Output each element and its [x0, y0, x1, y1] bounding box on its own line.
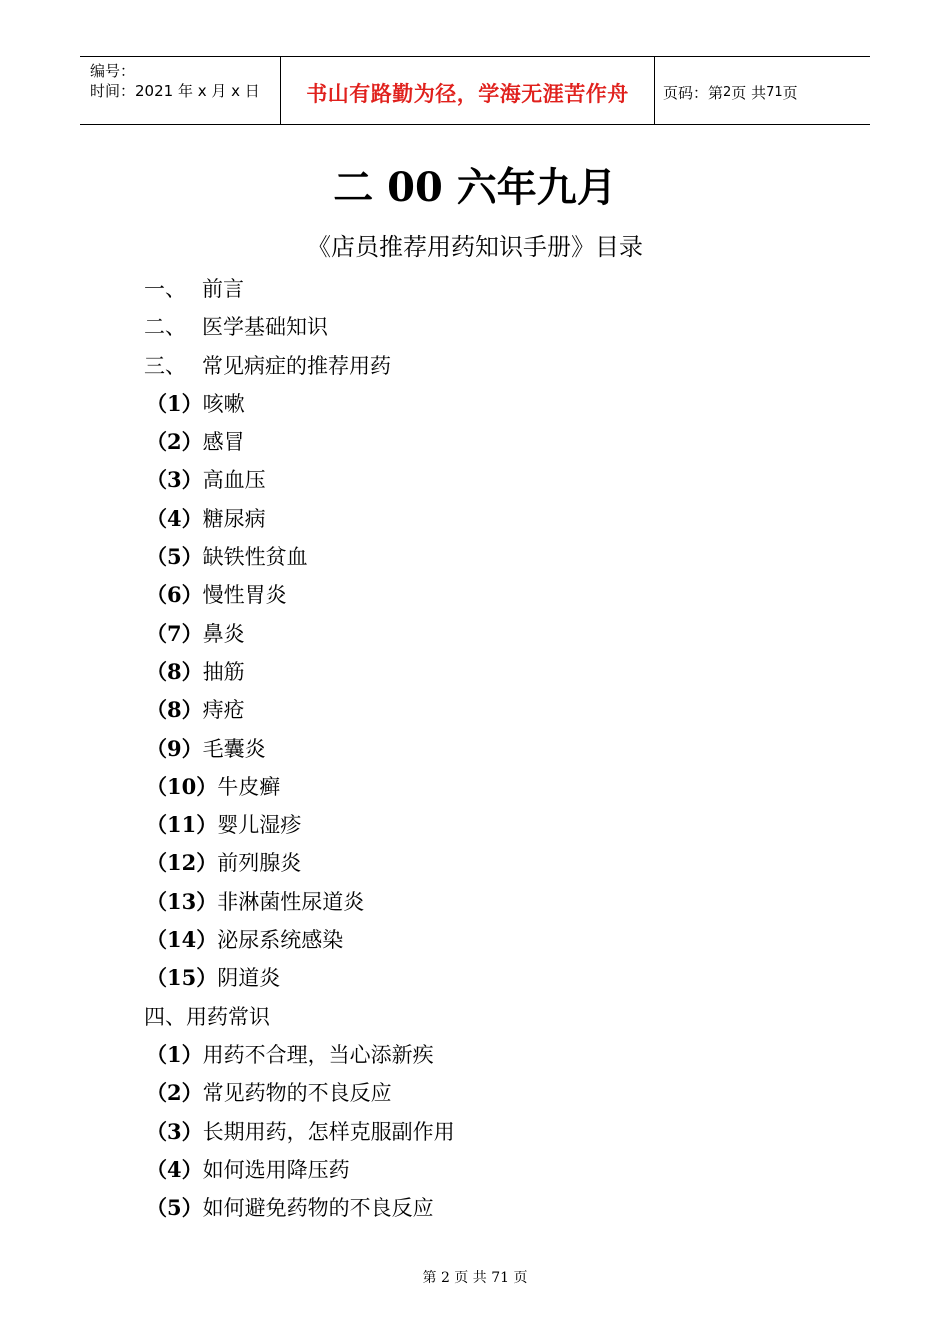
toc-subitem-3-16: [146, 959, 455, 997]
table-of-contents: [144, 270, 455, 1227]
toc-item-number: （9）: [146, 735, 203, 761]
toc-item-number: （8）: [146, 658, 203, 684]
toc-item-text: 婴儿湿疹: [217, 813, 302, 838]
toc-subitem-3-6: [146, 576, 455, 614]
page-footer: 第 2 页 共 71 页: [422, 1270, 528, 1286]
page-label-prefix: 页码：第: [663, 84, 724, 102]
page-label-suffix: 页: [782, 84, 798, 102]
toc-item-text: 如何选用降压药: [202, 1157, 350, 1182]
toc-subitem-3-4: [146, 500, 455, 538]
toc-item-number: （5）: [146, 544, 203, 570]
toc-item-text: 泌尿系统感染: [217, 928, 344, 953]
toc-subitem-3-8: [146, 653, 455, 691]
toc-item-text: 长期用药，怎样克服副作用: [202, 1119, 455, 1144]
toc-item-number: 二、: [144, 315, 186, 340]
toc-item-number: （3）: [146, 467, 203, 493]
toc-item-number: （15）: [146, 965, 218, 991]
header-motto: 书山有路勤为径，学海无涯苦作舟: [281, 57, 655, 124]
toc-item-text: 用药不合理，当心添新疾: [202, 1042, 434, 1067]
toc-item-text: 前列腺炎: [217, 851, 302, 876]
header-page-info: [655, 57, 870, 124]
toc-subitem-3-11: [146, 768, 455, 806]
page-total: 71: [766, 85, 783, 100]
toc-item-number: （1）: [146, 1041, 203, 1067]
toc-item-number: （4）: [146, 505, 203, 531]
toc-subitem-4-4: [146, 1151, 455, 1189]
toc-subitem-4-2: [146, 1074, 455, 1112]
toc-item-text: 毛囊炎: [202, 736, 266, 761]
toc-item-number: （2）: [146, 1080, 203, 1106]
toc-item-number: （13）: [146, 888, 218, 914]
toc-item-text: 如何避免药物的不良反应: [202, 1196, 434, 1221]
toc-item-text: 缺铁性贫血: [202, 545, 308, 570]
toc-section-2: [144, 308, 455, 346]
toc-subitem-3-13: [146, 844, 455, 882]
toc-item-number: （6）: [146, 582, 203, 608]
toc-subitem-3-14: [146, 883, 455, 921]
toc-item-number: （11）: [146, 812, 218, 838]
toc-item-text: 阴道炎: [217, 966, 281, 991]
toc-section-1: [144, 270, 455, 308]
toc-item-number: （8）: [146, 697, 203, 723]
toc-subitem-4-3: [146, 1113, 455, 1151]
toc-item-number: （5）: [146, 1195, 203, 1221]
toc-item-text: 牛皮癣: [217, 774, 281, 799]
toc-item-text: 高血压: [202, 468, 266, 493]
toc-item-text: 糖尿病: [202, 506, 266, 531]
toc-item-number: （12）: [146, 850, 218, 876]
toc-item-number: （10）: [146, 773, 218, 799]
toc-item-number: 三、: [144, 353, 186, 378]
toc-item-number: （7）: [146, 620, 203, 646]
toc-item-number: 一、: [144, 277, 186, 301]
toc-subitem-3-7: [146, 615, 455, 653]
toc-subitem-4-1: [146, 1036, 455, 1074]
toc-item-text: 前言: [202, 277, 244, 301]
toc-section-4: 四、用药常识: [144, 1004, 270, 1029]
toc-item-text: 咳嗽: [202, 391, 245, 416]
page-current: 2: [723, 85, 732, 100]
document-title: 二 00 六年九月: [333, 164, 617, 211]
page-label-mid: 页 共: [731, 84, 767, 102]
document-time: 时间：2021 年 x 月 x 日: [90, 82, 260, 100]
toc-item-text: 感冒: [202, 430, 245, 455]
toc-subitem-4-5: [146, 1189, 455, 1227]
toc-subitem-3-5: [146, 538, 455, 576]
toc-subitem-3-12: [146, 806, 455, 844]
toc-item-text: 非淋菌性尿道炎: [217, 889, 365, 914]
page-header: [80, 56, 870, 125]
toc-item-text: 抽筋: [202, 659, 245, 684]
toc-item-text: 常见病症的推荐用药: [202, 353, 391, 378]
toc-item-text: 医学基础知识: [202, 315, 328, 340]
toc-item-number: （3）: [146, 1118, 203, 1144]
toc-item-number: （14）: [146, 927, 218, 953]
toc-item-number: （2）: [146, 429, 203, 455]
toc-subitem-3-3: [146, 461, 455, 499]
toc-subitem-3-2: [146, 423, 455, 461]
toc-item-text: 慢性胃炎: [202, 583, 287, 608]
toc-heading: 《店员推荐用药知识手册》目录: [307, 233, 643, 261]
toc-subitem-3-10: [146, 730, 455, 768]
toc-item-text: 鼻炎: [202, 621, 245, 646]
toc-subitem-3-15: [146, 921, 455, 959]
header-meta: [80, 57, 281, 124]
toc-subitem-3-1: [146, 385, 455, 423]
toc-item-number: （4）: [146, 1156, 203, 1182]
toc-item-number: （1）: [146, 390, 203, 416]
toc-item-text: 常见药物的不良反应: [202, 1081, 392, 1106]
toc-section-3: [144, 347, 455, 385]
toc-item-text: 痔疮: [202, 698, 245, 723]
toc-subitem-3-9: [146, 691, 455, 729]
document-number-label: 编号：: [90, 62, 136, 80]
